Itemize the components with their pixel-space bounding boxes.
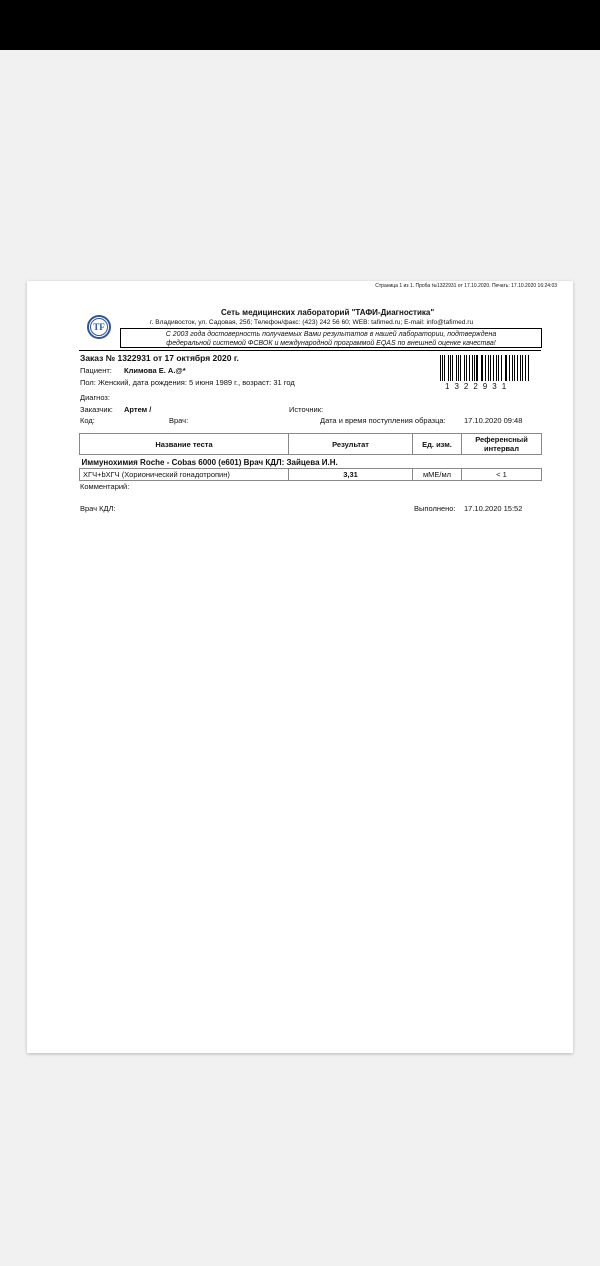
source-label: Источник: bbox=[289, 405, 324, 414]
test-unit: мМЕ/мл bbox=[413, 469, 462, 481]
received-label: Дата и время поступления образца: bbox=[320, 416, 446, 425]
logo bbox=[87, 315, 111, 339]
results-table bbox=[79, 433, 542, 481]
table-row bbox=[80, 469, 542, 481]
patient-name: Климова Е. А.@* bbox=[124, 366, 186, 375]
barcode-digits: 1322931 bbox=[445, 382, 512, 391]
customer-value: Артем / bbox=[124, 405, 152, 414]
lab-name: Сеть медицинских лабораторий "ТАФИ-Диагностика" bbox=[221, 308, 435, 317]
col-unit: Ед. изм. bbox=[413, 434, 462, 455]
top-bar bbox=[0, 0, 600, 50]
customer-label: Заказчик: bbox=[80, 405, 113, 414]
header-divider bbox=[79, 350, 541, 351]
test-reference: < 1 bbox=[462, 469, 542, 481]
accreditation-notice bbox=[120, 328, 542, 348]
test-result: 3,31 bbox=[289, 469, 413, 481]
print-info: Страница 1 из 1. Проба №1322931 от 17.10.2020. Печать: 17.10.2020 16:24:03 bbox=[375, 283, 557, 289]
notice-line-1: С 2003 года достоверность получаемых Вами результатов в нашей лаборатории, подтверждена bbox=[165, 331, 497, 338]
section-title: Иммунохимия Roche - Cobas 6000 (e601) Врач КДЛ: Зайцева И.Н. bbox=[81, 458, 338, 467]
section-row bbox=[80, 455, 542, 469]
done-value: 17.10.2020 15:52 bbox=[464, 504, 523, 513]
col-reference: Референсный интервал bbox=[462, 434, 542, 455]
logo-text: TF bbox=[90, 318, 108, 336]
notice-line-2: федеральной системой ФСВОК и международной программой EQAS по внешней оценке качества! bbox=[166, 340, 496, 347]
received-value: 17.10.2020 09:48 bbox=[464, 416, 523, 425]
col-test-name: Название теста bbox=[80, 434, 289, 455]
patient-label: Пациент: bbox=[80, 366, 112, 375]
col-result: Результат bbox=[289, 434, 413, 455]
lab-report-page bbox=[27, 281, 573, 1053]
diagnosis-label: Диагноз: bbox=[80, 393, 110, 402]
code-label: Код: bbox=[80, 416, 95, 425]
doctor-label: Врач: bbox=[169, 416, 189, 425]
barcode bbox=[440, 355, 530, 381]
table-header-row bbox=[80, 434, 542, 455]
order-title: Заказ № 1322931 от 17 октября 2020 г. bbox=[80, 353, 239, 363]
lab-address: г. Владивосток, ул. Садовая, 25б; Телефон/факс: (423) 242 56 60; WEB: tafimed.ru; E-mail: info@tafimed.ru bbox=[150, 319, 474, 326]
lab-doctor-label: Врач КДЛ: bbox=[80, 504, 116, 513]
comment-label: Комментарий: bbox=[80, 482, 130, 491]
test-name: ХГЧ+bХГЧ (Хорионический гонадотропин) bbox=[80, 469, 289, 481]
patient-details: Пол: Женский, дата рождения: 5 июня 1989 г., возраст: 31 год bbox=[80, 378, 295, 387]
done-label: Выполнено: bbox=[414, 504, 456, 513]
